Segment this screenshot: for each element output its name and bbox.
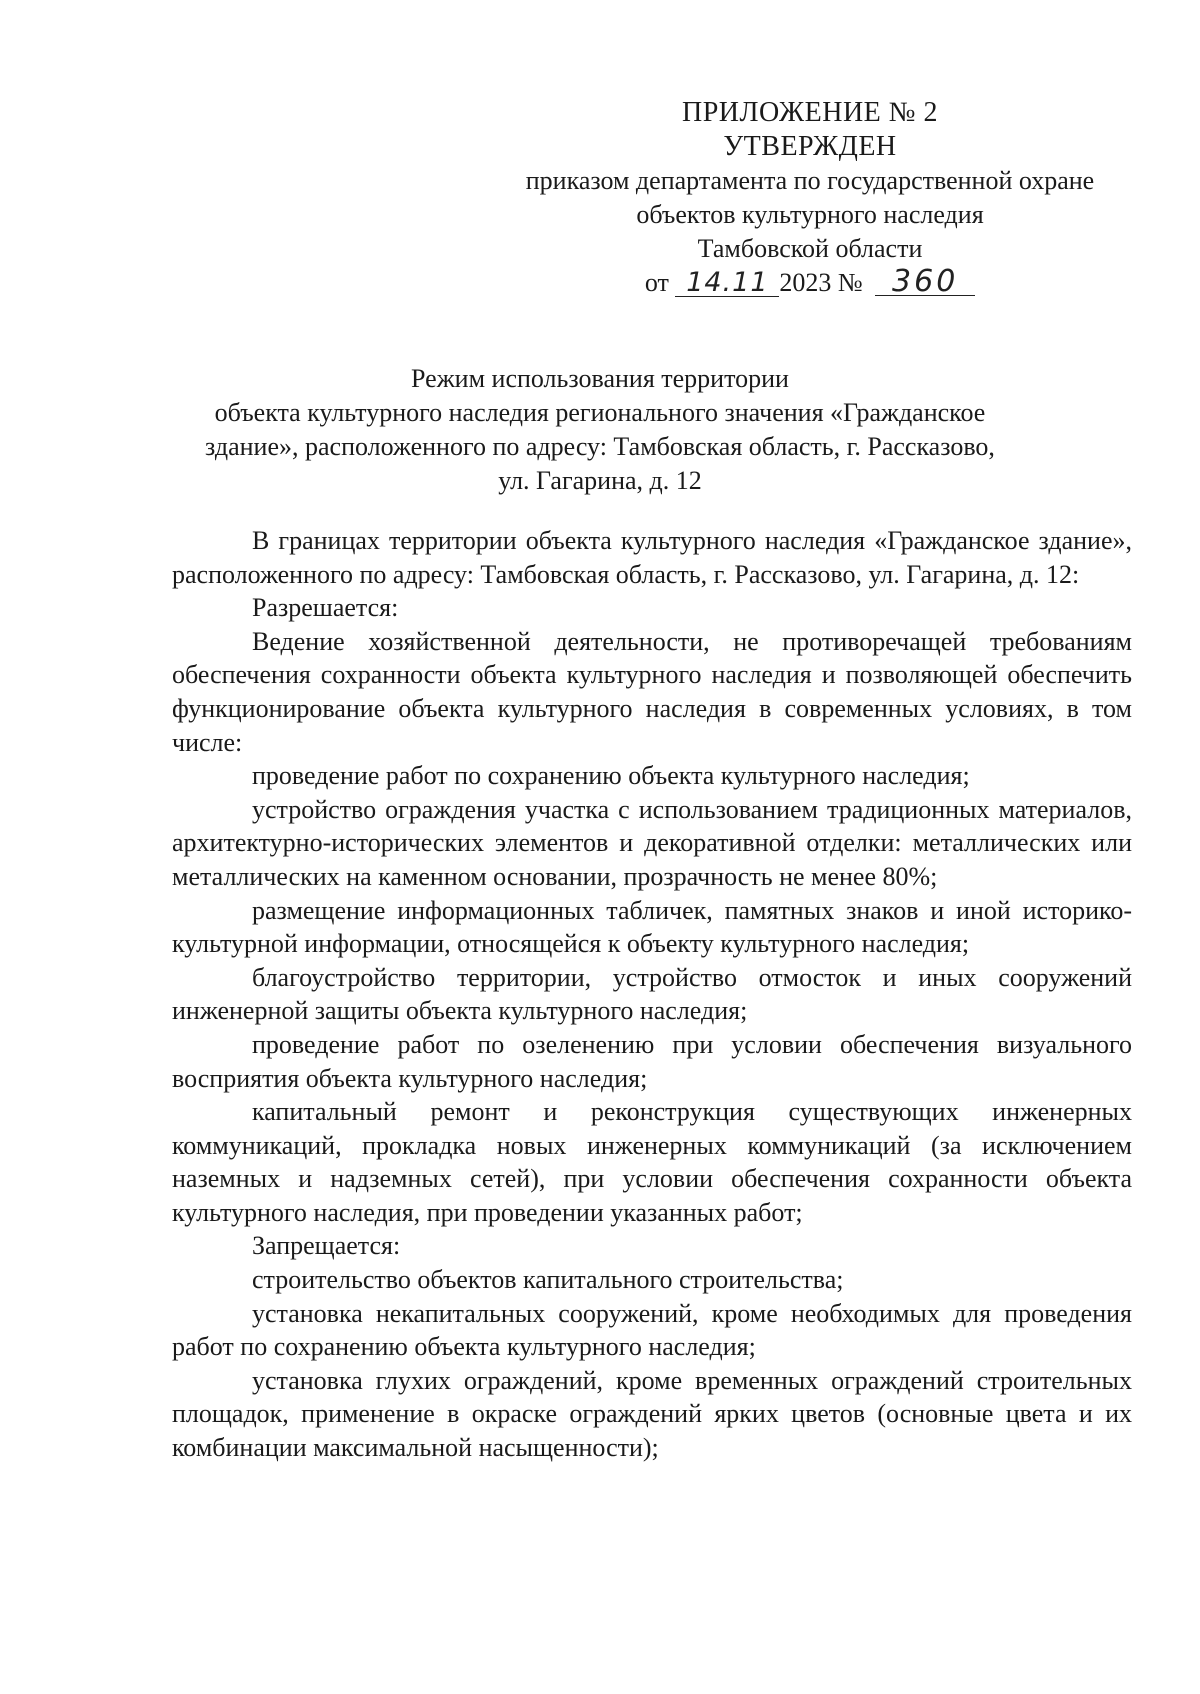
title-line-3: здание», расположенного по адресу: Тамбовская область, г. Рассказово, xyxy=(205,432,995,461)
allowed-heading: Разрешается: xyxy=(252,593,399,623)
allowed-item: капитальный ремонт и реконструкция существующих инженерных коммуникаций, прокладка новых инженерных коммуникаций (за исключением наземных и надземных сетей), при условии обеспечения сохранности объекта культурного наследия, при проведении указанных работ; xyxy=(172,1097,1132,1227)
handwritten-order-number: 360 xyxy=(875,269,975,296)
allowed-item: благоустройство территории, устройство отмосток и иных сооружений инженерной защиты объекта культурного наследия; xyxy=(172,962,1132,1026)
document-body xyxy=(172,524,1132,1465)
allowed-item: проведение работ по сохранению объекта культурного наследия; xyxy=(252,761,970,791)
allowed-item: устройство ограждения участка с использованием традиционных материалов, архитектурно-исторических элементов и декоративной отделки: металлических или металлических на каменном основании, прозрачность не менее 80%; xyxy=(172,794,1132,891)
approved-label: УТВЕРЖДЕН xyxy=(723,131,897,162)
date-prefix: от xyxy=(644,268,669,297)
allowed-main-paragraph: Ведение хозяйственной деятельности, не противоречащей требованиям обеспечения сохранности объекта культурного наследия и позволяющей обеспечить функционирование объекта культурного наследия в современных условиях, в том числе: xyxy=(172,626,1132,757)
title-line-1: Режим использования территории xyxy=(411,364,789,393)
appendix-label: ПРИЛОЖЕНИЕ № 2 xyxy=(682,97,938,128)
allowed-item: проведение работ по озеленению при условии обеспечения визуального восприятия объекта культурного наследия; xyxy=(172,1029,1132,1093)
order-line-1: приказом департамента по государственной охране xyxy=(525,166,1095,195)
allowed-item: размещение информационных табличек, памятных знаков и иной историко-культурной информации, относящейся к объекту культурного наследия; xyxy=(172,895,1132,959)
order-line-2: объектов культурного наследия xyxy=(636,200,984,229)
date-year: 2023 № xyxy=(779,268,863,297)
title-line-2: объекта культурного наследия регионального значения «Гражданское xyxy=(214,398,986,427)
document-title xyxy=(150,362,1050,498)
order-line-3: Тамбовской области xyxy=(697,234,923,263)
intro-paragraph: В границах территории объекта культурного наследия «Гражданское здание», расположенного по адресу: Тамбовская область, г. Рассказово, ул. Гагарина, д. 12: xyxy=(172,526,1132,589)
handwritten-date: 14.11 xyxy=(675,270,779,297)
forbidden-item: установка некапитальных сооружений, кроме необходимых для проведения работ по сохранению объекта культурного наследия; xyxy=(172,1298,1132,1362)
forbidden-item: строительство объектов капитального строительства; xyxy=(252,1265,844,1295)
forbidden-heading: Запрещается: xyxy=(252,1231,401,1261)
order-date-line xyxy=(645,266,975,300)
approval-block xyxy=(480,96,1140,300)
forbidden-item: установка глухих ограждений, кроме временных ограждений строительных площадок, применение в окраске ограждений ярких цветов (основные цвета и их комбинации максимальной насыщенности); xyxy=(172,1365,1132,1463)
title-line-4: ул. Гагарина, д. 12 xyxy=(498,466,702,495)
